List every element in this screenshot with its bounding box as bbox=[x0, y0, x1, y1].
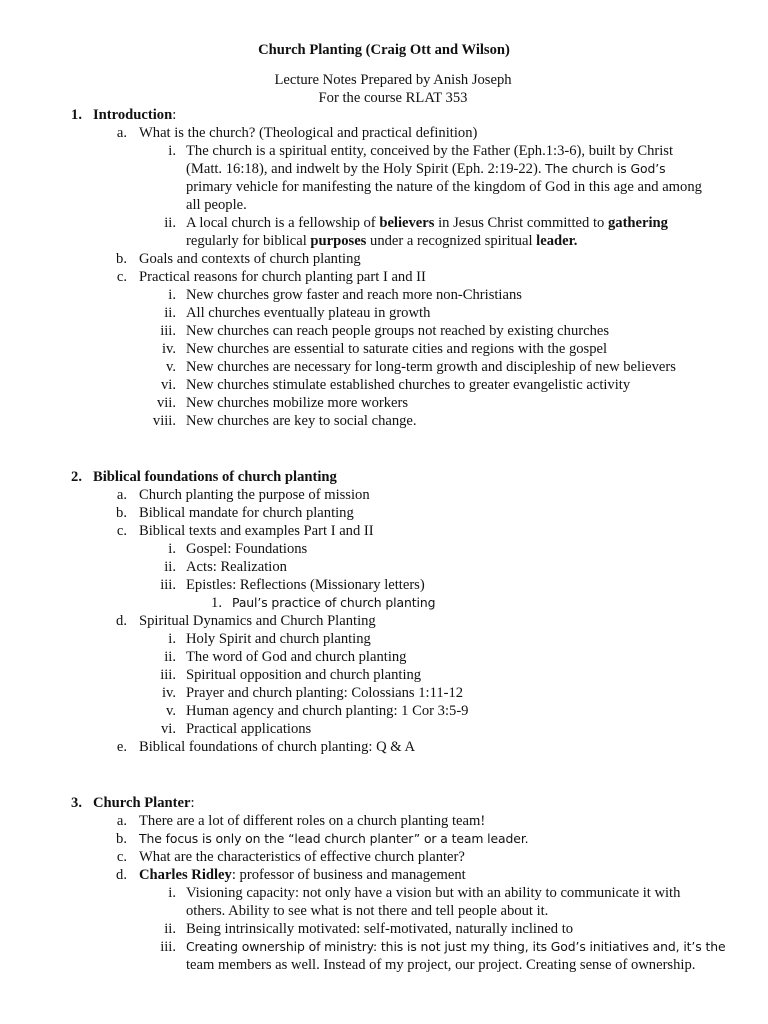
text-run: The church is God’s bbox=[545, 161, 666, 176]
outline-text bbox=[139, 830, 529, 848]
outline-text bbox=[139, 124, 477, 142]
outline-number: viii. bbox=[152, 413, 176, 429]
outline-number: c. bbox=[116, 849, 127, 865]
outline-text bbox=[186, 376, 630, 394]
outline-number: b. bbox=[116, 505, 127, 521]
outline-item-level-3 bbox=[0, 322, 768, 340]
text-run: : bbox=[172, 107, 177, 123]
outline-number: iii. bbox=[160, 667, 176, 683]
text-run: All churches eventually plateau in growth bbox=[186, 305, 431, 321]
outline-text bbox=[186, 684, 463, 702]
text-run: Creating ownership of ministry: this is not just my thing, its God’s initiatives and, it’s the bbox=[186, 939, 726, 954]
outline-number: i. bbox=[168, 287, 176, 303]
outline-text bbox=[139, 848, 465, 866]
outline-text bbox=[186, 558, 287, 576]
text-run: Spiritual Dynamics and Church Planting bbox=[139, 613, 376, 629]
outline-text bbox=[186, 214, 668, 232]
text-run: Goals and contexts of church planting bbox=[139, 251, 361, 267]
text-run: Practical reasons for church planting part I and II bbox=[139, 269, 426, 285]
page-title: Church Planting (Craig Ott and Wilson) bbox=[258, 42, 510, 58]
outline-text bbox=[186, 394, 408, 412]
outline-number: i. bbox=[168, 885, 176, 901]
outline-item-level-3 bbox=[0, 376, 768, 394]
outline-number: ii. bbox=[164, 559, 176, 575]
bold-text: Church Planter bbox=[93, 795, 191, 811]
outline-text bbox=[139, 250, 361, 268]
outline-text bbox=[186, 304, 430, 322]
outline-line-continuation bbox=[0, 902, 768, 920]
outline-item-level-2 bbox=[0, 522, 768, 540]
outline-text bbox=[139, 612, 376, 630]
outline-number: d. bbox=[116, 613, 127, 629]
outline-number: c. bbox=[116, 269, 127, 285]
text-run: New churches grow faster and reach more non-Christians bbox=[186, 287, 522, 303]
outline-item-level-2 bbox=[0, 738, 768, 756]
outline-text bbox=[186, 902, 548, 920]
text-run: The church is a spiritual entity, conceived by the Father (Eph.1:3-6), built by Christ bbox=[186, 143, 674, 159]
text-run: Visioning capacity: not only have a vision but with an ability to communicate it with bbox=[186, 885, 681, 901]
outline-text bbox=[186, 412, 417, 430]
text-run: New churches stimulate established churches to greater evangelistic activity bbox=[186, 377, 631, 393]
outline-line-continuation bbox=[0, 956, 768, 974]
outline-text bbox=[186, 178, 702, 196]
outline-item-level-3 bbox=[0, 938, 768, 956]
outline-text bbox=[186, 666, 421, 684]
text-run: Biblical mandate for church planting bbox=[139, 505, 354, 521]
outline-line-continuation bbox=[0, 232, 768, 250]
outline-item-level-2 bbox=[0, 612, 768, 630]
outline-item-level-3 bbox=[0, 358, 768, 376]
outline-text bbox=[93, 106, 176, 124]
outline-number: d. bbox=[116, 867, 127, 883]
outline-number: i. bbox=[168, 143, 176, 159]
outline-item-level-3 bbox=[0, 920, 768, 938]
outline-number: a. bbox=[116, 487, 127, 503]
text-run: Paul’s practice of church planting bbox=[232, 595, 436, 610]
text-run: Being intrinsically motivated: self-motivated, naturally inclined to bbox=[186, 921, 574, 937]
outline-item-level-1 bbox=[0, 106, 768, 124]
outline-item-level-2 bbox=[0, 812, 768, 830]
outline-text bbox=[139, 866, 466, 884]
outline-text bbox=[93, 794, 195, 812]
text-run: Holy Spirit and church planting bbox=[186, 631, 371, 647]
text-run: Spiritual opposition and church planting bbox=[186, 667, 422, 683]
bold-text: Charles Ridley bbox=[139, 867, 232, 883]
text-run: The word of God and church planting bbox=[186, 649, 407, 665]
text-run: team members as well. Instead of my project, our project. Creating sense of ownership. bbox=[186, 957, 696, 973]
text-run: Gospel: Foundations bbox=[186, 541, 308, 557]
text-run: Biblical texts and examples Part I and II bbox=[139, 523, 374, 539]
subtitle-author: Lecture Notes Prepared by Anish Joseph bbox=[274, 72, 512, 88]
text-run: Epistles: Reflections (Missionary letters) bbox=[186, 577, 425, 593]
outline-text bbox=[186, 956, 695, 974]
bold-text: purposes bbox=[310, 233, 367, 249]
text-run: Acts: Realization bbox=[186, 559, 287, 575]
text-run: There are a lot of different roles on a church planting team! bbox=[139, 813, 486, 829]
text-run: under a recognized spiritual bbox=[366, 233, 537, 249]
outline-item-level-2 bbox=[0, 250, 768, 268]
text-run: New churches mobilize more workers bbox=[186, 395, 409, 411]
outline-text bbox=[139, 812, 485, 830]
outline-text bbox=[186, 160, 665, 178]
outline-item-level-3 bbox=[0, 558, 768, 576]
text-run: in Jesus Christ committed to bbox=[434, 215, 608, 231]
text-run: Biblical foundations of church planting: Q & A bbox=[139, 739, 416, 755]
outline-text bbox=[186, 720, 311, 738]
text-run: Prayer and church planting: Colossians 1:11-12 bbox=[186, 685, 464, 701]
outline-number: vi. bbox=[161, 721, 176, 737]
outline-text bbox=[186, 576, 425, 594]
outline-text bbox=[186, 232, 577, 250]
outline-number: ii. bbox=[164, 921, 176, 937]
outline-item-level-3 bbox=[0, 394, 768, 412]
outline-item-level-2 bbox=[0, 268, 768, 286]
bold-text: Introduction bbox=[93, 107, 173, 123]
bold-text: Biblical foundations of church planting bbox=[93, 469, 337, 485]
outline-item-level-2 bbox=[0, 848, 768, 866]
outline-item-level-1 bbox=[0, 794, 768, 812]
text-run: : bbox=[190, 795, 195, 811]
text-run: A local church is a fellowship of bbox=[186, 215, 380, 231]
outline-number: b. bbox=[116, 251, 127, 267]
outline-text bbox=[186, 322, 609, 340]
outline-item-level-3 bbox=[0, 286, 768, 304]
outline-number: i. bbox=[168, 631, 176, 647]
outline-item-level-3 bbox=[0, 576, 768, 594]
outline-number: 3. bbox=[71, 795, 82, 811]
blank-line bbox=[0, 430, 768, 449]
outline-item-level-2 bbox=[0, 124, 768, 142]
outline-text bbox=[139, 268, 426, 286]
outline-item-level-3 bbox=[0, 304, 768, 322]
text-run: The focus is only on the “lead church planter” or a team leader. bbox=[139, 831, 529, 846]
outline-number: v. bbox=[166, 359, 176, 375]
outline-number: iii. bbox=[160, 939, 176, 955]
outline-item-level-2 bbox=[0, 866, 768, 884]
text-run: New churches are necessary for long-term growth and discipleship of new believers bbox=[186, 359, 676, 375]
outline-item-level-3 bbox=[0, 630, 768, 648]
outline-number: b. bbox=[116, 831, 127, 847]
blank-line bbox=[0, 775, 768, 794]
outline-number: 1. bbox=[71, 107, 82, 123]
outline-number: e. bbox=[116, 739, 127, 755]
outline-item-level-3 bbox=[0, 214, 768, 232]
outline-number: a. bbox=[116, 125, 127, 141]
outline-number: ii. bbox=[164, 215, 176, 231]
outline-number: iv. bbox=[161, 341, 176, 357]
outline-number: 1. bbox=[211, 595, 222, 611]
outline-number: vi. bbox=[161, 377, 176, 393]
outline-number: vii. bbox=[156, 395, 176, 411]
text-run: (Matt. 16:18), and indwelt by the Holy Spirit (Eph. 2:19-22). bbox=[186, 161, 546, 177]
outline-number: ii. bbox=[164, 649, 176, 665]
outline-text bbox=[186, 938, 726, 956]
text-run: all people. bbox=[186, 197, 247, 213]
text-run: others. Ability to see what is not there and tell people about it. bbox=[186, 903, 549, 919]
outline-number: c. bbox=[116, 523, 127, 539]
outline-number: iii. bbox=[160, 323, 176, 339]
outline-text bbox=[186, 196, 247, 214]
outline-item-level-3 bbox=[0, 412, 768, 430]
outline-list bbox=[0, 106, 768, 974]
outline-line-continuation bbox=[0, 160, 768, 178]
text-run: Church planting the purpose of mission bbox=[139, 487, 370, 503]
outline-text bbox=[139, 522, 374, 540]
outline-line-continuation bbox=[0, 196, 768, 214]
outline-number: i. bbox=[168, 541, 176, 557]
outline-text bbox=[186, 920, 573, 938]
outline-line-continuation bbox=[0, 178, 768, 196]
outline-item-level-1 bbox=[0, 468, 768, 486]
outline-text bbox=[186, 142, 673, 160]
outline-item-level-3 bbox=[0, 884, 768, 902]
text-run: What is the church? (Theological and practical definition) bbox=[139, 125, 478, 141]
blank-line bbox=[0, 449, 768, 468]
bold-text: leader. bbox=[536, 233, 578, 249]
outline-text bbox=[186, 358, 676, 376]
outline-text bbox=[139, 738, 415, 756]
bold-text: believers bbox=[379, 215, 435, 231]
text-run: regularly for biblical bbox=[186, 233, 311, 249]
outline-number: iii. bbox=[160, 577, 176, 593]
outline-item-level-3 bbox=[0, 684, 768, 702]
text-run: What are the characteristics of effective church planter? bbox=[139, 849, 465, 865]
outline-item-level-3 bbox=[0, 648, 768, 666]
blank-line bbox=[0, 756, 768, 775]
text-run: Practical applications bbox=[186, 721, 312, 737]
outline-text bbox=[186, 648, 406, 666]
outline-item-level-3 bbox=[0, 142, 768, 160]
outline-number: 2. bbox=[71, 469, 82, 485]
outline-text bbox=[139, 486, 370, 504]
outline-item-level-3 bbox=[0, 666, 768, 684]
bold-text: gathering bbox=[607, 215, 668, 231]
outline-item-level-2 bbox=[0, 504, 768, 522]
text-run: New churches can reach people groups not reached by existing churches bbox=[186, 323, 610, 339]
outline-item-level-4 bbox=[0, 594, 768, 612]
outline-text bbox=[186, 884, 680, 902]
outline-text bbox=[186, 540, 307, 558]
outline-item-level-3 bbox=[0, 702, 768, 720]
outline-text bbox=[93, 468, 337, 486]
outline-text bbox=[139, 504, 354, 522]
outline-text bbox=[232, 594, 435, 612]
text-run: Human agency and church planting: 1 Cor 3:5-9 bbox=[186, 703, 469, 719]
text-run: New churches are key to social change. bbox=[186, 413, 417, 429]
subtitle-course: For the course RLAT 353 bbox=[318, 90, 468, 106]
outline-item-level-2 bbox=[0, 486, 768, 504]
outline-number: iv. bbox=[161, 685, 176, 701]
outline-text bbox=[186, 702, 468, 720]
outline-text bbox=[186, 286, 522, 304]
text-run: primary vehicle for manifesting the nature of the kingdom of God in this age and among bbox=[186, 179, 702, 195]
text-run: : professor of business and management bbox=[231, 867, 466, 883]
outline-text bbox=[186, 340, 607, 358]
text-run: New churches are essential to saturate cities and regions with the gospel bbox=[186, 341, 608, 357]
outline-item-level-2 bbox=[0, 830, 768, 848]
outline-number: v. bbox=[166, 703, 176, 719]
outline-item-level-3 bbox=[0, 540, 768, 558]
outline-text bbox=[186, 630, 371, 648]
outline-number: a. bbox=[116, 813, 127, 829]
outline-item-level-3 bbox=[0, 720, 768, 738]
outline-number: ii. bbox=[164, 305, 176, 321]
outline-item-level-3 bbox=[0, 340, 768, 358]
